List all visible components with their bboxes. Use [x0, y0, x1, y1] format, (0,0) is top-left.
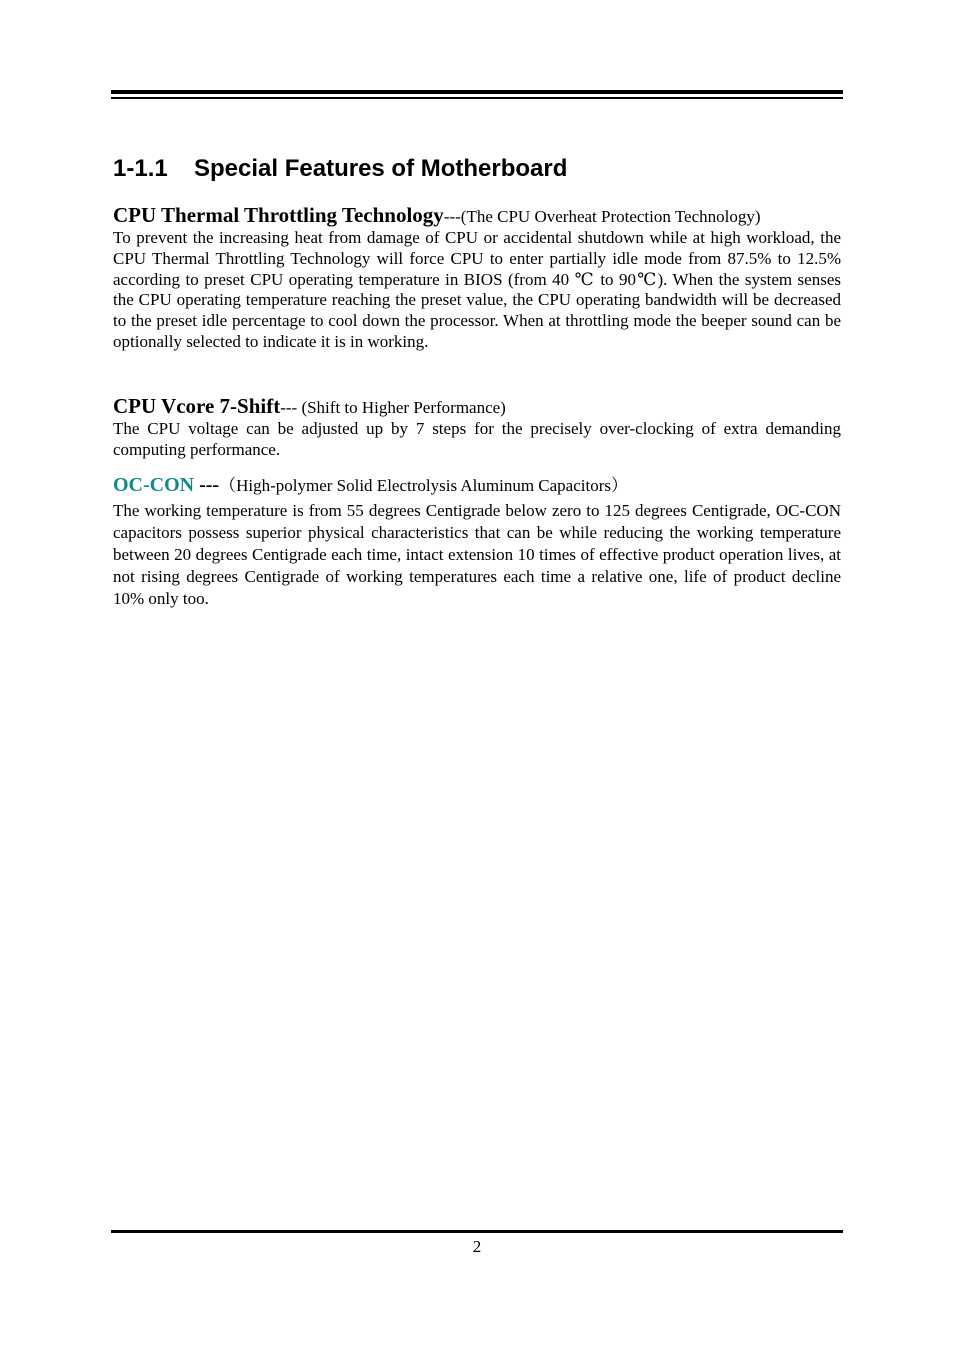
- feature-name: CPU Thermal Throttling Technology: [113, 203, 444, 227]
- section-number: 1-1.1: [113, 155, 168, 182]
- feature-vcore-shift: [113, 395, 841, 461]
- feature-separator: ---: [280, 397, 298, 417]
- feature-heading: [113, 204, 841, 228]
- feature-name: OC-CON: [113, 474, 195, 497]
- header-rule-thick: [111, 90, 843, 94]
- feature-separator: ---: [194, 474, 220, 497]
- feature-body: The CPU voltage can be adjusted up by 7 steps for the precisely over-clocking of extra demanding computing performance.: [113, 418, 841, 459]
- page-number: 2: [472, 1237, 482, 1256]
- header-rule-thin: [111, 97, 843, 99]
- section-title-text: Special Features of Motherboard: [194, 155, 568, 182]
- section-title: [113, 152, 841, 186]
- feature-body: The working temperature is from 55 degrees Centigrade below zero to 125 degrees Centigrade, OC-CON capacitors possess superior physical characteristics that can be while reducing the working temperature between 20 degrees Centigrade each time, intact extension 10 times of effective product operation lives, at not rising degrees Centigrade of working temperatures each time a relative one, life of product decline 10% only too.: [113, 501, 841, 609]
- feature-body: To prevent the increasing heat from damage of CPU or accidental shutdown while at high workload, the CPU Thermal Throttling Technology will force CPU to enter partially idle mode from 87.5% to 12.5% according to preset CPU operating temperature in BIOS (from 40 ℃ to 90℃). When the system senses the CPU operating temperature reaching the preset value, the CPU operating bandwidth will be decreased to the preset idle percentage to cool down the processor. When at throttling mode the beeper sound can be optionally selected to indicate it is in working.: [113, 228, 841, 351]
- feature-thermal-throttling: [113, 204, 841, 353]
- feature-description: (Shift to Higher Performance): [297, 397, 506, 417]
- feature-description: （High-polymer Solid Electrolysis Aluminum Capacitors）: [219, 476, 628, 496]
- feature-description: (The CPU Overheat Protection Technology): [460, 207, 761, 226]
- feature-heading: [113, 395, 841, 419]
- feature-heading: [113, 474, 841, 497]
- page-content: [113, 152, 841, 610]
- feature-name: CPU Vcore 7-Shift: [113, 393, 281, 418]
- feature-oc-con: [113, 474, 841, 610]
- feature-separator: ---: [443, 207, 461, 226]
- footer-rule: [111, 1230, 843, 1233]
